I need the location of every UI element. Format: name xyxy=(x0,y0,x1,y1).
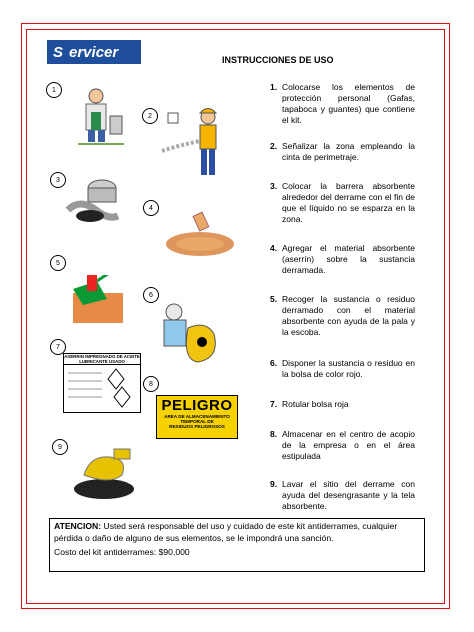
step-circle-5: 5 xyxy=(50,255,66,271)
label-header-line1: ASERRIN IMPREGNADO DE ACEITE xyxy=(64,354,140,359)
label-header-line2: LUBRICANTE USADO xyxy=(79,359,125,364)
step-circle-2: 2 xyxy=(142,108,158,124)
step-circle-3: 3 xyxy=(50,172,66,188)
step-number: 7. xyxy=(270,399,278,409)
danger-sign-line1: AREA DE ALMACENAMIENTO xyxy=(164,414,230,419)
step-text: Lavar el sitio del derrame con ayuda del desengrasante y la tela absorbente. xyxy=(282,479,415,511)
absorbent-barrier-illustration xyxy=(60,176,126,232)
step-number: 8. xyxy=(270,429,278,439)
step-circle-7: 7 xyxy=(50,339,66,355)
step-number: 1. xyxy=(270,82,278,92)
step-circle-8: 8 xyxy=(143,376,159,392)
attention-box xyxy=(49,518,425,572)
cleaning-glove-illustration xyxy=(70,445,142,503)
step-text: Colocarse los elementos de protección personal (Gafas, tapaboca y guantes) que contiene el kit. xyxy=(282,82,415,125)
danger-sign-line3: RESIDUOS PELIGROSOS xyxy=(169,424,225,429)
step-text: Disponer la sustancia o residuo en la bolsa de color rojo. xyxy=(282,358,415,379)
step-number: 4. xyxy=(270,243,278,253)
sawdust-illustration xyxy=(160,210,240,262)
tape-worker-illustration xyxy=(160,105,228,185)
step-text: Colocar la barrera absorbente alrededor del derrame con el fin de que el líquido no se esparza en la zona. xyxy=(282,181,415,224)
step-2 xyxy=(270,141,415,163)
step-text: Almacenar en el centro de acopio de la empresa o en el área estipulada xyxy=(282,429,415,461)
label-hazard-symbols xyxy=(64,365,140,411)
step-circle-6: 6 xyxy=(143,287,159,303)
step-number: 6. xyxy=(270,358,278,368)
kit-cost: Costo del kit antiderrames: $90,000 xyxy=(54,547,190,557)
danger-sign xyxy=(156,395,238,439)
step-6 xyxy=(270,358,415,380)
step-text: Agregar el material absorbente (aserrín) sobre la sustancia derramada. xyxy=(282,243,415,275)
attention-heading: ATENCION: xyxy=(54,521,102,531)
red-bag-illustration xyxy=(152,298,222,368)
step-1 xyxy=(270,82,415,126)
shovel-broom-illustration xyxy=(65,275,131,331)
attention-body: Usted será responsable del uso y cuidado de este kit antiderrames, cualquier pérdida o daño de alguno de sus elementos, se le impondrá una sanción. xyxy=(54,521,398,543)
danger-sign-title: PELIGRO xyxy=(161,397,233,414)
step-5 xyxy=(270,294,415,338)
step-circle-9: 9 xyxy=(52,439,68,455)
step-text: Rotular bolsa roja xyxy=(282,399,349,409)
step-number: 2. xyxy=(270,141,278,151)
ppe-worker-illustration xyxy=(70,86,128,146)
step-9 xyxy=(270,479,415,512)
step-circle-4: 4 xyxy=(143,200,159,216)
step-number: 3. xyxy=(270,181,278,191)
logo-mark: S xyxy=(52,43,63,61)
step-number: 5. xyxy=(270,294,278,304)
step-text: Recoger la sustancia o residuo derramado con el material absorbente con ayuda de la pala y la escoba. xyxy=(282,294,415,337)
page-title: INSTRUCCIONES DE USO xyxy=(222,55,334,65)
step-circle-1: 1 xyxy=(46,82,62,98)
step-number: 9. xyxy=(270,479,278,489)
waste-label xyxy=(63,353,141,413)
step-3 xyxy=(270,181,415,225)
step-4 xyxy=(270,243,415,276)
danger-sign-line2: TEMPORAL DE xyxy=(180,419,214,424)
step-7 xyxy=(270,399,415,410)
step-8 xyxy=(270,429,415,462)
logo-text: ervicer xyxy=(69,43,119,61)
company-logo xyxy=(47,40,141,64)
step-text: Señalizar la zona empleando la cinta de perimetraje. xyxy=(282,141,415,162)
